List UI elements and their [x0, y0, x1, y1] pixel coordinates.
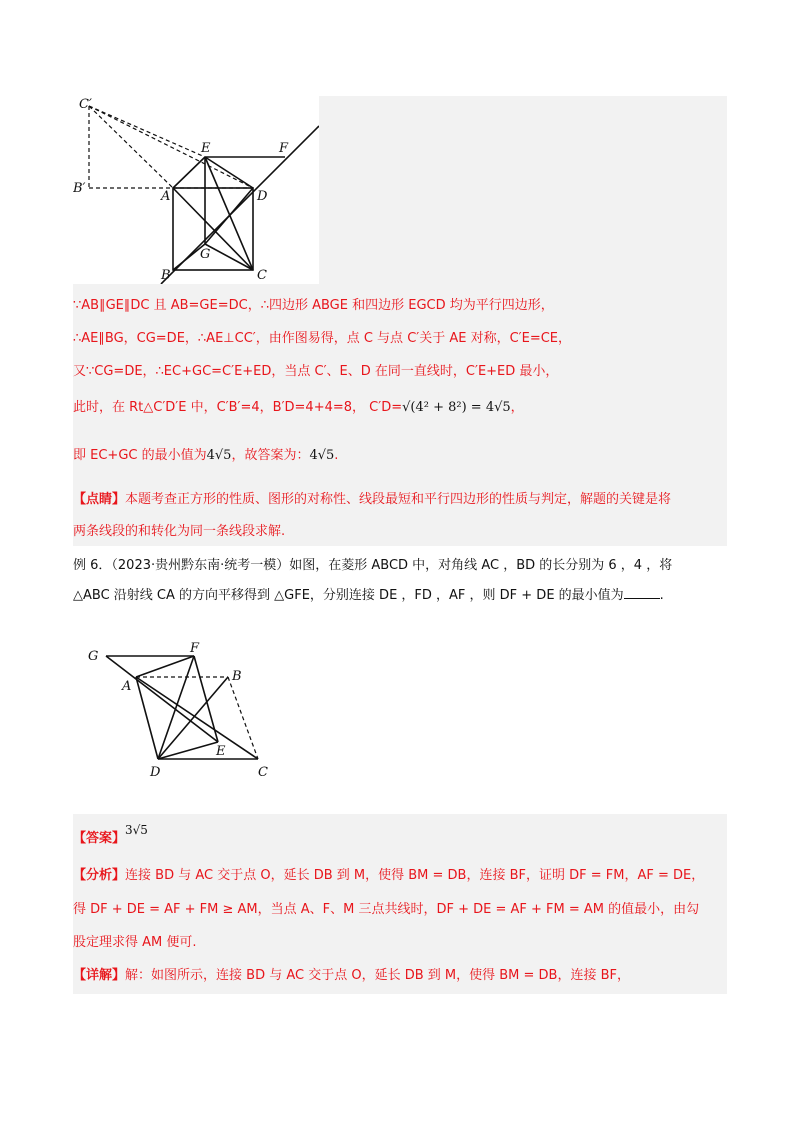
segment-df [158, 656, 194, 759]
comment-line-1 [73, 490, 671, 510]
label-f: F [279, 141, 289, 156]
solution-line-5-end: . [334, 448, 339, 463]
analysis-text-1: 连接 BD 与 AC 交于点 O，延长 DB 到 M，使得 BM = DB，连接 BF，证明 DF = FM，AF = DE， [125, 868, 705, 883]
example-line-1: 例 6．（2023·贵州黔东南·统考一模）如图，在菱形 ABCD 中，对角线 AC ，BD 的长分别为 6 ，4 ，将 [73, 558, 673, 573]
solution-line-5 [73, 446, 338, 466]
segment-ec [205, 157, 253, 270]
answer-value: 4√5 [309, 448, 335, 463]
analysis-line-2: 得 DF + DE = AF + FM ≥ AM，当点 A、F、M 三点共线时，DF + DE = AF + FM = AM 的值最小，由勾 [73, 902, 700, 917]
figure-2-svg [86, 640, 276, 782]
dashed-c1a [89, 106, 173, 188]
solution-line-1: ∵AB∥GE∥DC 且 AB=GE=DC，∴四边形 ABGE 和四边形 EGCD 均为平行四边形， [73, 298, 554, 313]
detail-tag: 【详解】 [73, 968, 126, 983]
figure-1-svg [73, 96, 319, 284]
solution-line-4-formula: √(4² + 8²) = 4√5 [402, 400, 511, 415]
label-c-prime: C′ [79, 97, 92, 112]
example-line-2-text: △ABC 沿射线 CA 的方向平移得到 △GFE，分别连接 DE ，FD ，AF ，则 DF + DE 的最小值为 [73, 588, 624, 603]
label-c: C [257, 268, 267, 283]
analysis-tag: 【分析】 [73, 868, 126, 883]
segment-ge [106, 656, 218, 742]
dashed-c1e [89, 106, 205, 157]
label-a: A [161, 189, 171, 204]
label-e: E [201, 141, 211, 156]
answer-result: 3√5 [125, 823, 148, 837]
solution-line-4-end: ， [510, 400, 524, 415]
solution-line-4-text: 此时，在 Rt△C′D′E 中，C′B′=4，B′D=4+4=8， C′D= [73, 400, 403, 415]
segment-af [136, 656, 194, 677]
label-b: B [161, 268, 171, 283]
detail-line-1 [73, 966, 630, 986]
comment-text-1: 本题考查正方形的性质、图形的对称性、线段最短和平行四边形的性质与判定，解题的关键是将 [125, 492, 672, 507]
answer-tag: 【答案】 [73, 831, 126, 846]
example-line-2 [73, 584, 664, 606]
analysis-line-1 [73, 866, 704, 886]
figure-1 [73, 96, 319, 284]
solution-line-5-mid: ，故答案为： [231, 448, 310, 463]
dashed-bc [228, 677, 258, 759]
label-d: D [150, 765, 161, 780]
label-b-prime: B′ [73, 181, 86, 196]
segment-ae [173, 157, 205, 188]
label-b: B [232, 669, 242, 684]
solution-line-3: 又∵CG=DE，∴EC+GC=C′E+ED，当点 C′、E、D 在同一直线时，C′E+ED 最小， [73, 364, 559, 379]
label-e: E [216, 744, 226, 759]
solution-line-4 [73, 398, 524, 418]
ray-line [161, 126, 319, 284]
label-f: F [190, 641, 200, 656]
solution-line-5-text: 即 EC+GC 的最小值为 [73, 448, 207, 463]
answer-line [73, 823, 148, 849]
example-line-2-end: . [659, 588, 664, 603]
segment-de [158, 742, 218, 759]
segment-ac [173, 188, 253, 270]
detail-text-1: 解：如图所示，连接 BD 与 AC 交于点 O，延长 DB 到 M，使得 BM = DB，连接 BF， [125, 968, 631, 983]
comment-tag: 【点睛】 [73, 492, 126, 507]
label-g: G [200, 247, 211, 262]
label-d: D [257, 189, 268, 204]
min-value: 4√5 [206, 448, 232, 463]
label-a: A [122, 679, 132, 694]
label-g: G [88, 649, 99, 664]
figure-2 [86, 640, 276, 782]
comment-line-2: 两条线段的和转化为同一条线段求解. [73, 524, 286, 539]
analysis-line-3: 股定理求得 AM 便可. [73, 935, 197, 950]
segment-gc [205, 244, 253, 270]
dashed-c1d [89, 106, 253, 188]
solution-line-2: ∴AE∥BG，CG=DE，∴AE⊥CC′，由作图易得，点 C 与点 C′关于 AE 对称，C′E=CE， [73, 331, 572, 346]
answer-blank [624, 584, 660, 599]
label-c: C [258, 765, 268, 780]
